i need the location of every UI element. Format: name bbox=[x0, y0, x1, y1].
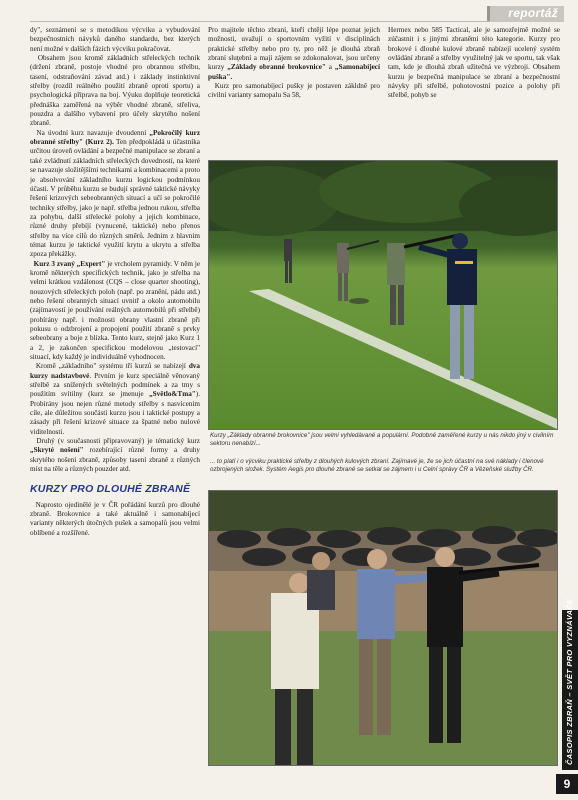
photo-rifle-course bbox=[208, 490, 558, 766]
course-name: „Expert" bbox=[76, 259, 106, 268]
course-name: „Pokročilý kurz obranné střelby" (Kurz 2). bbox=[30, 128, 200, 147]
paragraph: dy", seznámení se s metodikou výcviku a vybudování bezpečnostních návyků daného standardu, bez kterých není možné v dalších fázích výcviku pokračovat. bbox=[30, 26, 200, 53]
paragraph: Obsahem jsou kromě základních střeleckých technik (držení zbraně, postoje vhodné pro obrannou střelbu, tasení, odstraňování závad atd.) i základy instinktivní střelby (rozdíl reálného použití zbraně oproti sportu) a psychologická příprava na boj. Výuku doplňuje teoretická přednáška zaměřená na výběr vhodné zbraně, střeliva, pouzdra a dalšího vybavení pro účely skrytého nošení zbraně. bbox=[30, 54, 200, 128]
photo-shotgun-course bbox=[208, 160, 558, 430]
paragraph: Hermex nebo 585 Tactical, ale je samozřejmě možné se zúčastnit i s jinými zbraněmi této kategorie. Kurzy pro brokové i dlouhé kulové zbraně nabízejí ucelený systém ovládání zbraně a střelby využitelný jak ve sportu, tak však tam, kde je dlouhá zbraň užitečná ve výzbroji. Obsahem kurzu je bezpečná manipulace se zbraní a bezpečnostní návyky při střelbě, pohotovostní pozice a polohy při střelbě, pohyb se bbox=[388, 26, 560, 100]
header-divider bbox=[30, 21, 490, 22]
course-name: „Světlo&Tma" bbox=[149, 390, 196, 399]
paragraph: Naprosto ojedinělé je v ČR pořádání kurzů pro dlouhé zbraně. Brokovnice a také aktuálně i samonabíjecí varianty některých útočných pušek a samopalů jsou velmi oblíbené a rozšířené. bbox=[30, 500, 200, 537]
photo-caption: ... to platí i o výcviku praktické střelby z dlouhých kulových zbraní. Zajímavé je, že se jich účastní na své náklady i členové ozbrojených složek. Systém Aegis pro dlouhé zbraně se setkal se zájmem i u Celní správy ČR a Vězeňské služby ČR. bbox=[210, 458, 544, 474]
magazine-side-strip bbox=[562, 598, 578, 770]
paragraph: Pro majitele těchto zbraní, kteří chtějí lépe poznat jejich možnosti, uvažují o sportovním vyžití v disciplínách praktické střelby nebo pro ty, pro něž je dlouhá zbraň zbraní sluţební a mají zájem se zdokonalovat, jsou určeny kurzy „Základy obranné brokovnice" a „Samonabíjecí puška". bbox=[208, 26, 380, 81]
side-strip-label: ČASOPIS ZBRAŇ – SVĚT PRO VYZNÁVAČE bbox=[565, 598, 574, 765]
paragraph: Druhý (v současnosti připravovaný) je tématický kurz „Skryté nošení" rozebírající různé formy a druhy skrytého nošení zbraně, způsoby tasení zbraně z různých míst na těle a různých pouzder atd. bbox=[30, 437, 200, 474]
section-heading: KURZY PRO DLOUHÉ ZBRANĚ bbox=[30, 482, 191, 495]
section-tag-label: reportáž bbox=[508, 6, 558, 20]
course-name: dva kurzy nadstavbové bbox=[30, 362, 200, 380]
photo-caption: Kurzy „Základy obranné brokovnice" jsou velmi vyhledávané a populární. Podobně zaměřené kurzy u nás nikdo jiný v civilním sektoru nenabízí... bbox=[210, 432, 554, 448]
page-number: 9 bbox=[556, 774, 578, 794]
article-column-1 bbox=[30, 26, 200, 770]
paragraph: Kurz 3 zvaný „Expert" je vrcholem pyramidy. V něm je kromě některých specifických technik, jako je střelba na velmi krátkou vzdálenost (CQS – close quarter shooting), nouzových střeleckých poloh (např. po zranění, pádu atd.) nebo řešení obranných situací uvnitř a okolo automobilu (zajímavostí je používání reálných automobilů při střelbě) probírány např. i možnosti obrany vlastní zbraně při pokusu o odzbrojení a propojení použití zbraně s prvky sebeobrany a boje z blízka. Tento kurz, stejně jako Kurz 1 a 2, je zakončen specifickou modelovou „testovací" situací, kdy každý je individuálně vyhodnocen. bbox=[30, 259, 200, 362]
article-column-2 bbox=[208, 26, 380, 144]
paragraph: Kurz pro samonabíjecí pušky je postaven zákldně pro civilní varianty samopalu Sa 58, bbox=[208, 82, 380, 100]
section-tag bbox=[487, 6, 564, 22]
paragraph: Na úvodní kurz navazuje dvoudenní „Pokročilý kurz obranné střelby" (Kurz 2). Ten předpokládá u účastníka určitou úroveň ovládání a bezpečné manipulace se zbraní a také zvládnutí základních střeleckých dovedností, na které se navazuje složitějšími technikami a kombinacemi a proto je absolvování základního kurzu logickou podmínkou účasti. V průběhu kurzu se budují správné taktické návyky řešení krizových sebeobranných situací a učí se pokročilé techniky střelby, jako je např. střelba jednou rukou, střelba za pohybu, další střelecké polohy a jejich kombinace, různé druhy přebíjí (vynucené, taktické) nebo přenos střelby na více cílů do různých směrů. Jedním z hlavním témat kurzu je taktické využití krytu a ukrytu a střelba zpoza překážky. bbox=[30, 128, 200, 259]
paragraph: Kromě „základního" systému tří kurzů se nabízejí dva kurzy nadstavbové. Prvním je kurz speciálně věnovaný střelbě za snížených světelných podmínek a za tmy s použitím svítilny (kurz se jmenuje „Světlo&Tma"). Probírány jsou nejen různé metody střelby s nasvícením cíle, ale důležitou součástí kurzu jsou i taktické postupy a zásady při řešení krizové situace za špatné nebo nulové viditelnosti. bbox=[30, 362, 200, 436]
article-column-3 bbox=[388, 26, 560, 144]
course-name: „Skryté nošení" bbox=[30, 446, 84, 455]
